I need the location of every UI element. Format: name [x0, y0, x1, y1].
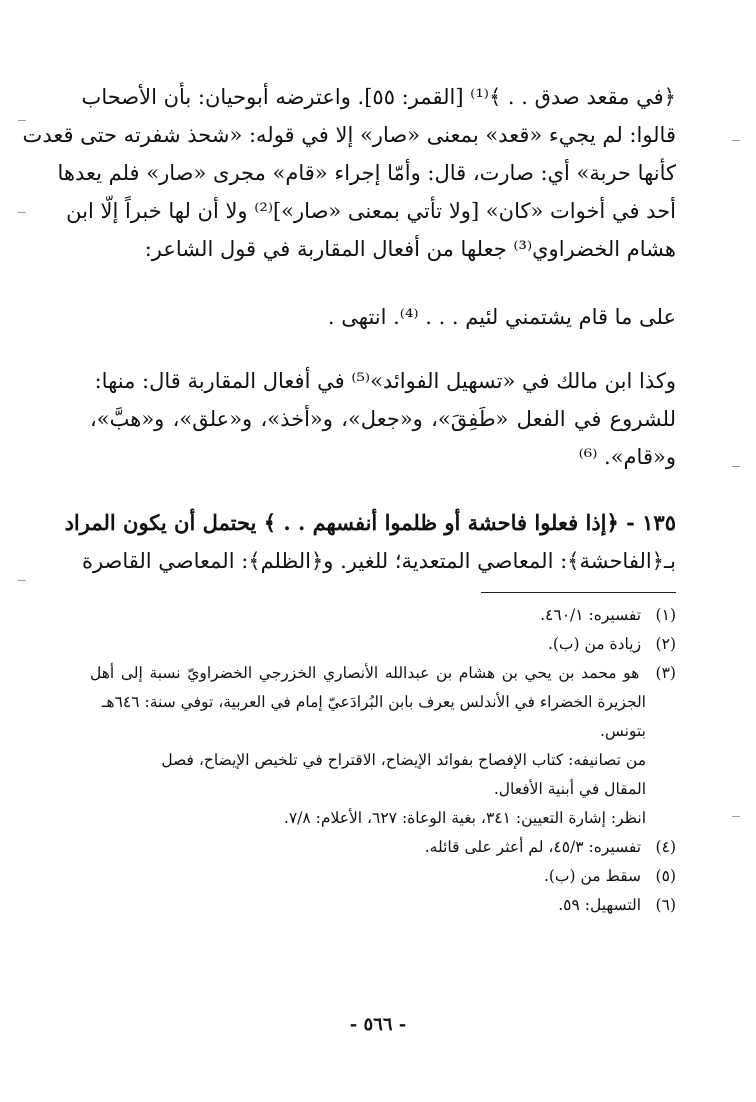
text-line: كأنها حربة» أي: صارت، قال: وأمّا إجراء «قام» مجرى «صار» فلم يعدها: [57, 161, 676, 185]
text-line: هشام الخضراوي⁽³⁾ جعلها من أفعال المقاربة في قول الشاعر:: [144, 237, 676, 261]
text-line: بـ﴿الفاحشة﴾: المعاصي المتعدية؛ للغير. و﴿الظلم﴾: المعاصي القاصرة: [81, 549, 676, 573]
footnote-text: هو محمد بن يحي بن هشام بن عبدالله الأنصاري الخزرجي الخضراويّ نسبة إلى أهل: [90, 664, 640, 682]
footnote-4: [90, 833, 676, 862]
text-line: أحد في أخوات «كان» [ولا تأتي بمعنى «صار»]⁽²⁾ ولا أن لها خبراً إلّا ابن: [66, 199, 676, 223]
page-number: - ٥٦٦ -: [349, 1014, 407, 1035]
scan-margin-mark: [18, 120, 26, 121]
footnote-number: (٢): [655, 635, 676, 653]
footnote-2: [90, 630, 676, 659]
footnote-5: [90, 862, 676, 891]
footnote-separator: [481, 592, 676, 593]
footnote-number: (١): [655, 606, 676, 624]
scan-margin-mark: [732, 140, 740, 141]
text-line: للشروع في الفعل «طَفِقَ»، و«جعل»، و«أخذ»، و«علق»، و«هبَّ»،: [90, 407, 676, 431]
text-line: وكذا ابن مالك في «تسهيل الفوائد»⁽⁵⁾ في أفعال المقاربة قال: منها:: [94, 369, 676, 393]
scan-margin-mark: [732, 816, 740, 817]
scan-margin-mark: [18, 580, 26, 581]
footnote-text: تفسيره: ٤٥/٣، لم أعثر على قائله.: [424, 838, 642, 856]
footnote-3: [90, 659, 676, 688]
text-line: ﴿في مقعد صدق . . ﴾⁽¹⁾ [القمر: ٥٥]. واعترضه أبوحيان: بأن الأصحاب: [81, 85, 676, 109]
footnote-text: التسهيل: ٥٩.: [558, 896, 642, 914]
text-line: ١٣٥ - ﴿إذا فعلوا فاحشة أو ظلموا أنفسهم . . ﴾ يحتمل أن يكون المراد: [64, 510, 676, 535]
paragraph-3: [64, 504, 676, 580]
footnote-number: (٦): [655, 896, 676, 914]
footnote-3-line: الجزيرة الخضراء في الأندلس يعرف بابن البُرادَعيّ إمام في العربية، توفي سنة: ٦٤٦هـ: [101, 693, 646, 711]
footnote-6: [90, 891, 676, 920]
footnote-text: زيادة من (ب).: [547, 635, 642, 653]
footnote-3-line: انظر: إشارة التعيين: ٣٤١، بغية الوعاة: ٦٢٧، الأعلام: ٧/٨.: [283, 809, 646, 827]
paragraph-1: [22, 78, 676, 268]
verse-line: على ما قام يشتمني لئيم . . . ⁽⁴⁾. انتهى .: [327, 305, 676, 329]
page-body: [22, 78, 676, 920]
footnote-text: تفسيره: ٤٦٠/١.: [540, 606, 642, 624]
scan-margin-mark: [732, 466, 740, 467]
text-line: و«قام». ⁽⁶⁾: [578, 445, 676, 469]
text-line: قالوا: لم يجيء «قعد» بمعنى «صار» إلا في قوله: «شحذ شفرته حتى قعدت: [22, 123, 676, 147]
footnote-3-line: من تصانيفه: كتاب الإفصاح بفوائد الإيضاح، الاقتراح في تلخيص الإيضاح، فصل: [161, 751, 646, 769]
footnotes: [90, 601, 676, 920]
paragraph-2: [90, 362, 676, 476]
footnote-number: (٤): [655, 838, 676, 856]
footnote-3-line: المقال في أبنية الأفعال.: [493, 780, 646, 798]
footnote-3-line: بتونس.: [599, 722, 646, 740]
footnote-number: (٣): [655, 664, 676, 682]
scan-margin-mark: [18, 212, 26, 213]
footnote-text: سقط من (ب).: [543, 867, 642, 885]
footnote-number: (٥): [655, 867, 676, 885]
footnote-1: [90, 601, 676, 630]
